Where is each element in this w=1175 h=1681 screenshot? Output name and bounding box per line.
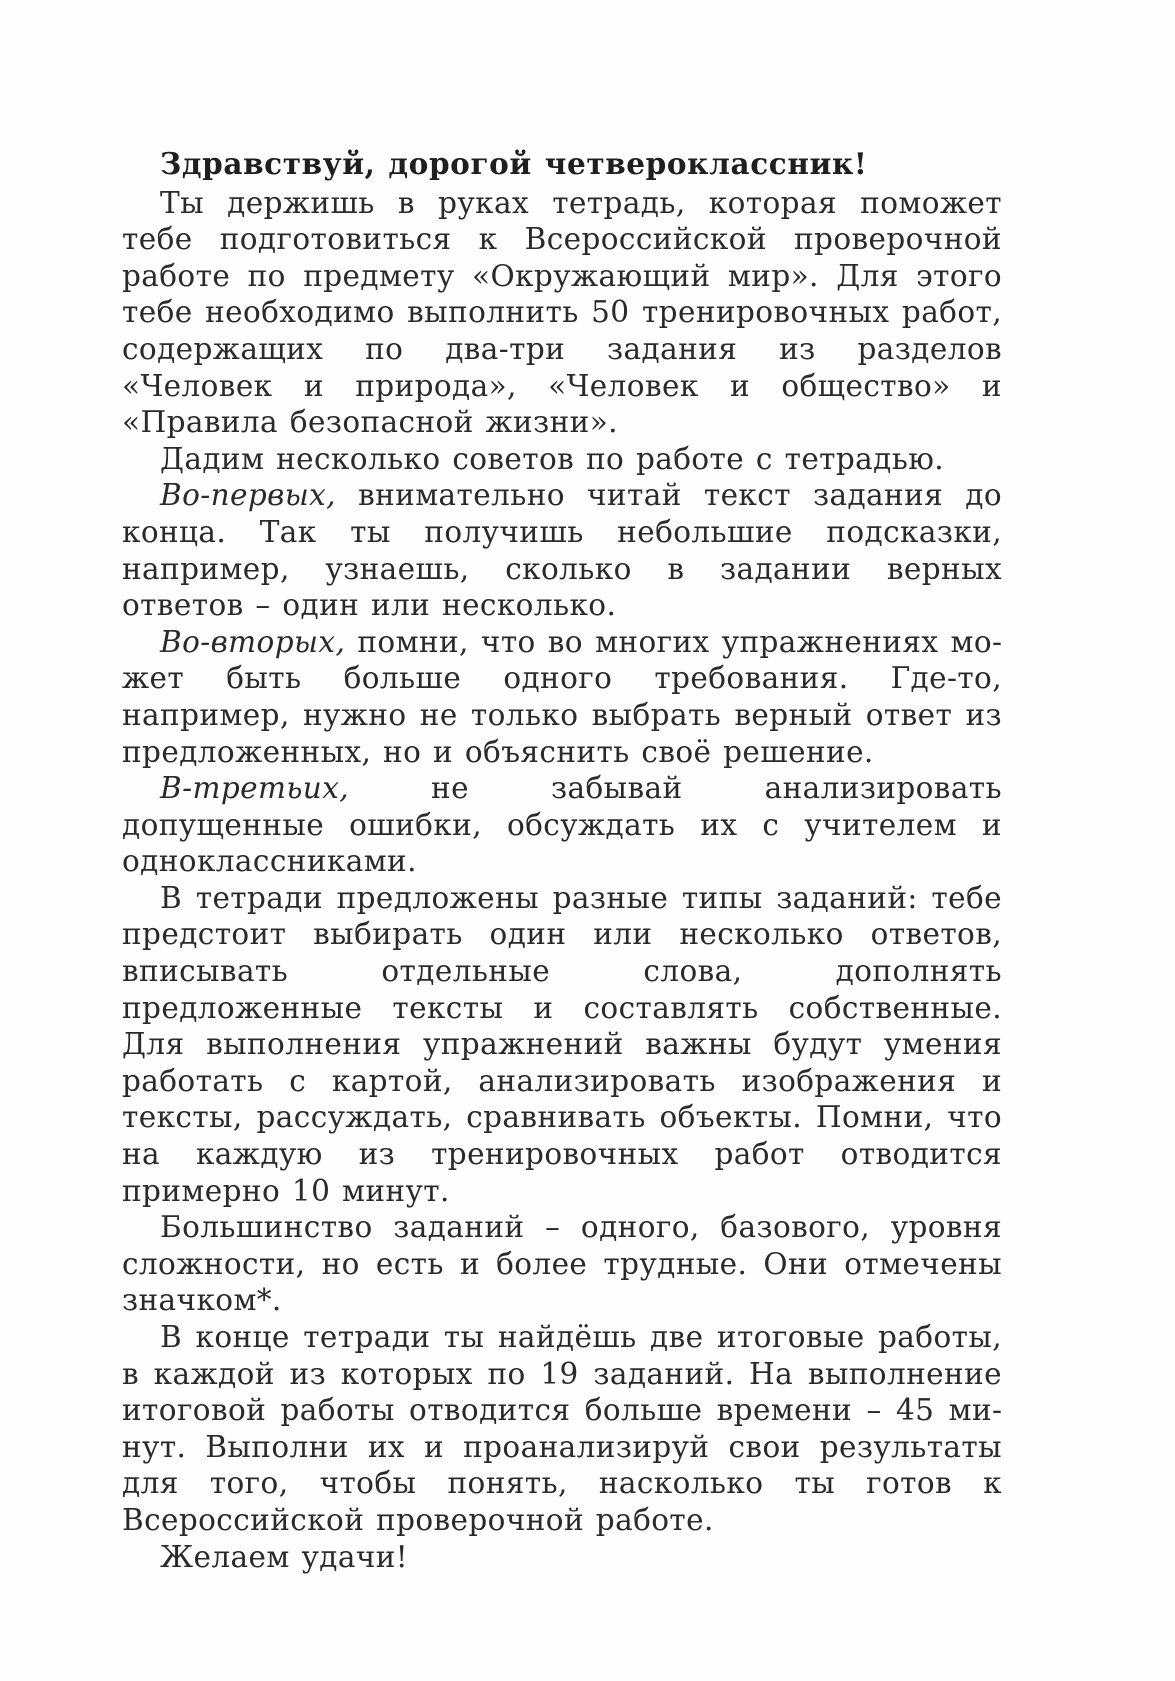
- paragraph-difficulty: [122, 1209, 1002, 1319]
- document-body: [122, 146, 1002, 1575]
- closing-wish: Желаем удачи!: [160, 1539, 409, 1574]
- paragraph-intro: [122, 185, 1002, 441]
- paragraph-lead: Во-вторых,: [160, 624, 346, 659]
- paragraph-lead: Во-первых,: [160, 478, 336, 513]
- paragraph-text: В конце тетради ты найдёшь две итоговые работы, в каждой из которых по 19 заданий. На выполнение итоговой работы отводится больше времени – 45 минут. Выполни их и проанализируй свои результаты для того, чтобы понять, насколько ты готов к Всероссийской проверочной работе.: [122, 1320, 1002, 1537]
- paragraph-final-works: [122, 1319, 1002, 1539]
- paragraph-text: Дадим несколько советов по работе с тетрадью.: [160, 441, 945, 476]
- greeting-heading: Здравствуй, дорогой четвероклассник!: [160, 146, 868, 181]
- paragraph-task-types: [122, 880, 1002, 1209]
- paragraph-text: Ты держишь в руках тетрадь, которая поможет тебе подготовиться к Всероссийской проверочной работе по предмету «Окружающий мир». Для этого тебе необходимо выполнить 50 тренировочных работ, содержащих по два-три задания из разделов «Человек и природа», «Человек и общество» и «Правила безопасной жизни».: [122, 185, 1002, 440]
- paragraph-first-advice: [122, 477, 1002, 623]
- paragraph-text: В тетради предложены разные типы заданий: тебе предстоит выбирать один или несколько ответов, вписывать отдельные слова, дополнять предложенные тексты и составлять собственные. Для выполнения упражнений важны будут умения работать с картой, анализировать изображения и тексты, рассуждать, сравнивать объекты. Помни, что на каждую из тренировочных работ отводится примерно 10 минут.: [122, 880, 1002, 1208]
- paragraph-lead: В-третьих,: [160, 771, 350, 806]
- paragraph-text: Большинство заданий – одного, базового, уровня сложности, но есть и более трудные. Они отмечены значком*.: [122, 1210, 1002, 1318]
- paragraph-text: не забывай анализировать допущенные ошибки, обсуждать их с учителем и одноклассниками.: [122, 771, 1002, 879]
- paragraph-text: внимательно читай текст задания до конца. Так ты получишь небольшие подсказки, например, узнаешь, сколько в задании верных ответов – один или несколько.: [122, 478, 1002, 623]
- paragraph-text: помни, что во многих упражнениях может быть больше одного требования. Где-то, например, нужно не только выбрать верный ответ из предложенных, но и объяснить своё решение.: [122, 624, 1002, 769]
- paragraph-second-advice: [122, 624, 1002, 770]
- paragraph-advice-intro: [122, 441, 1002, 478]
- paragraph-third-advice: [122, 770, 1002, 880]
